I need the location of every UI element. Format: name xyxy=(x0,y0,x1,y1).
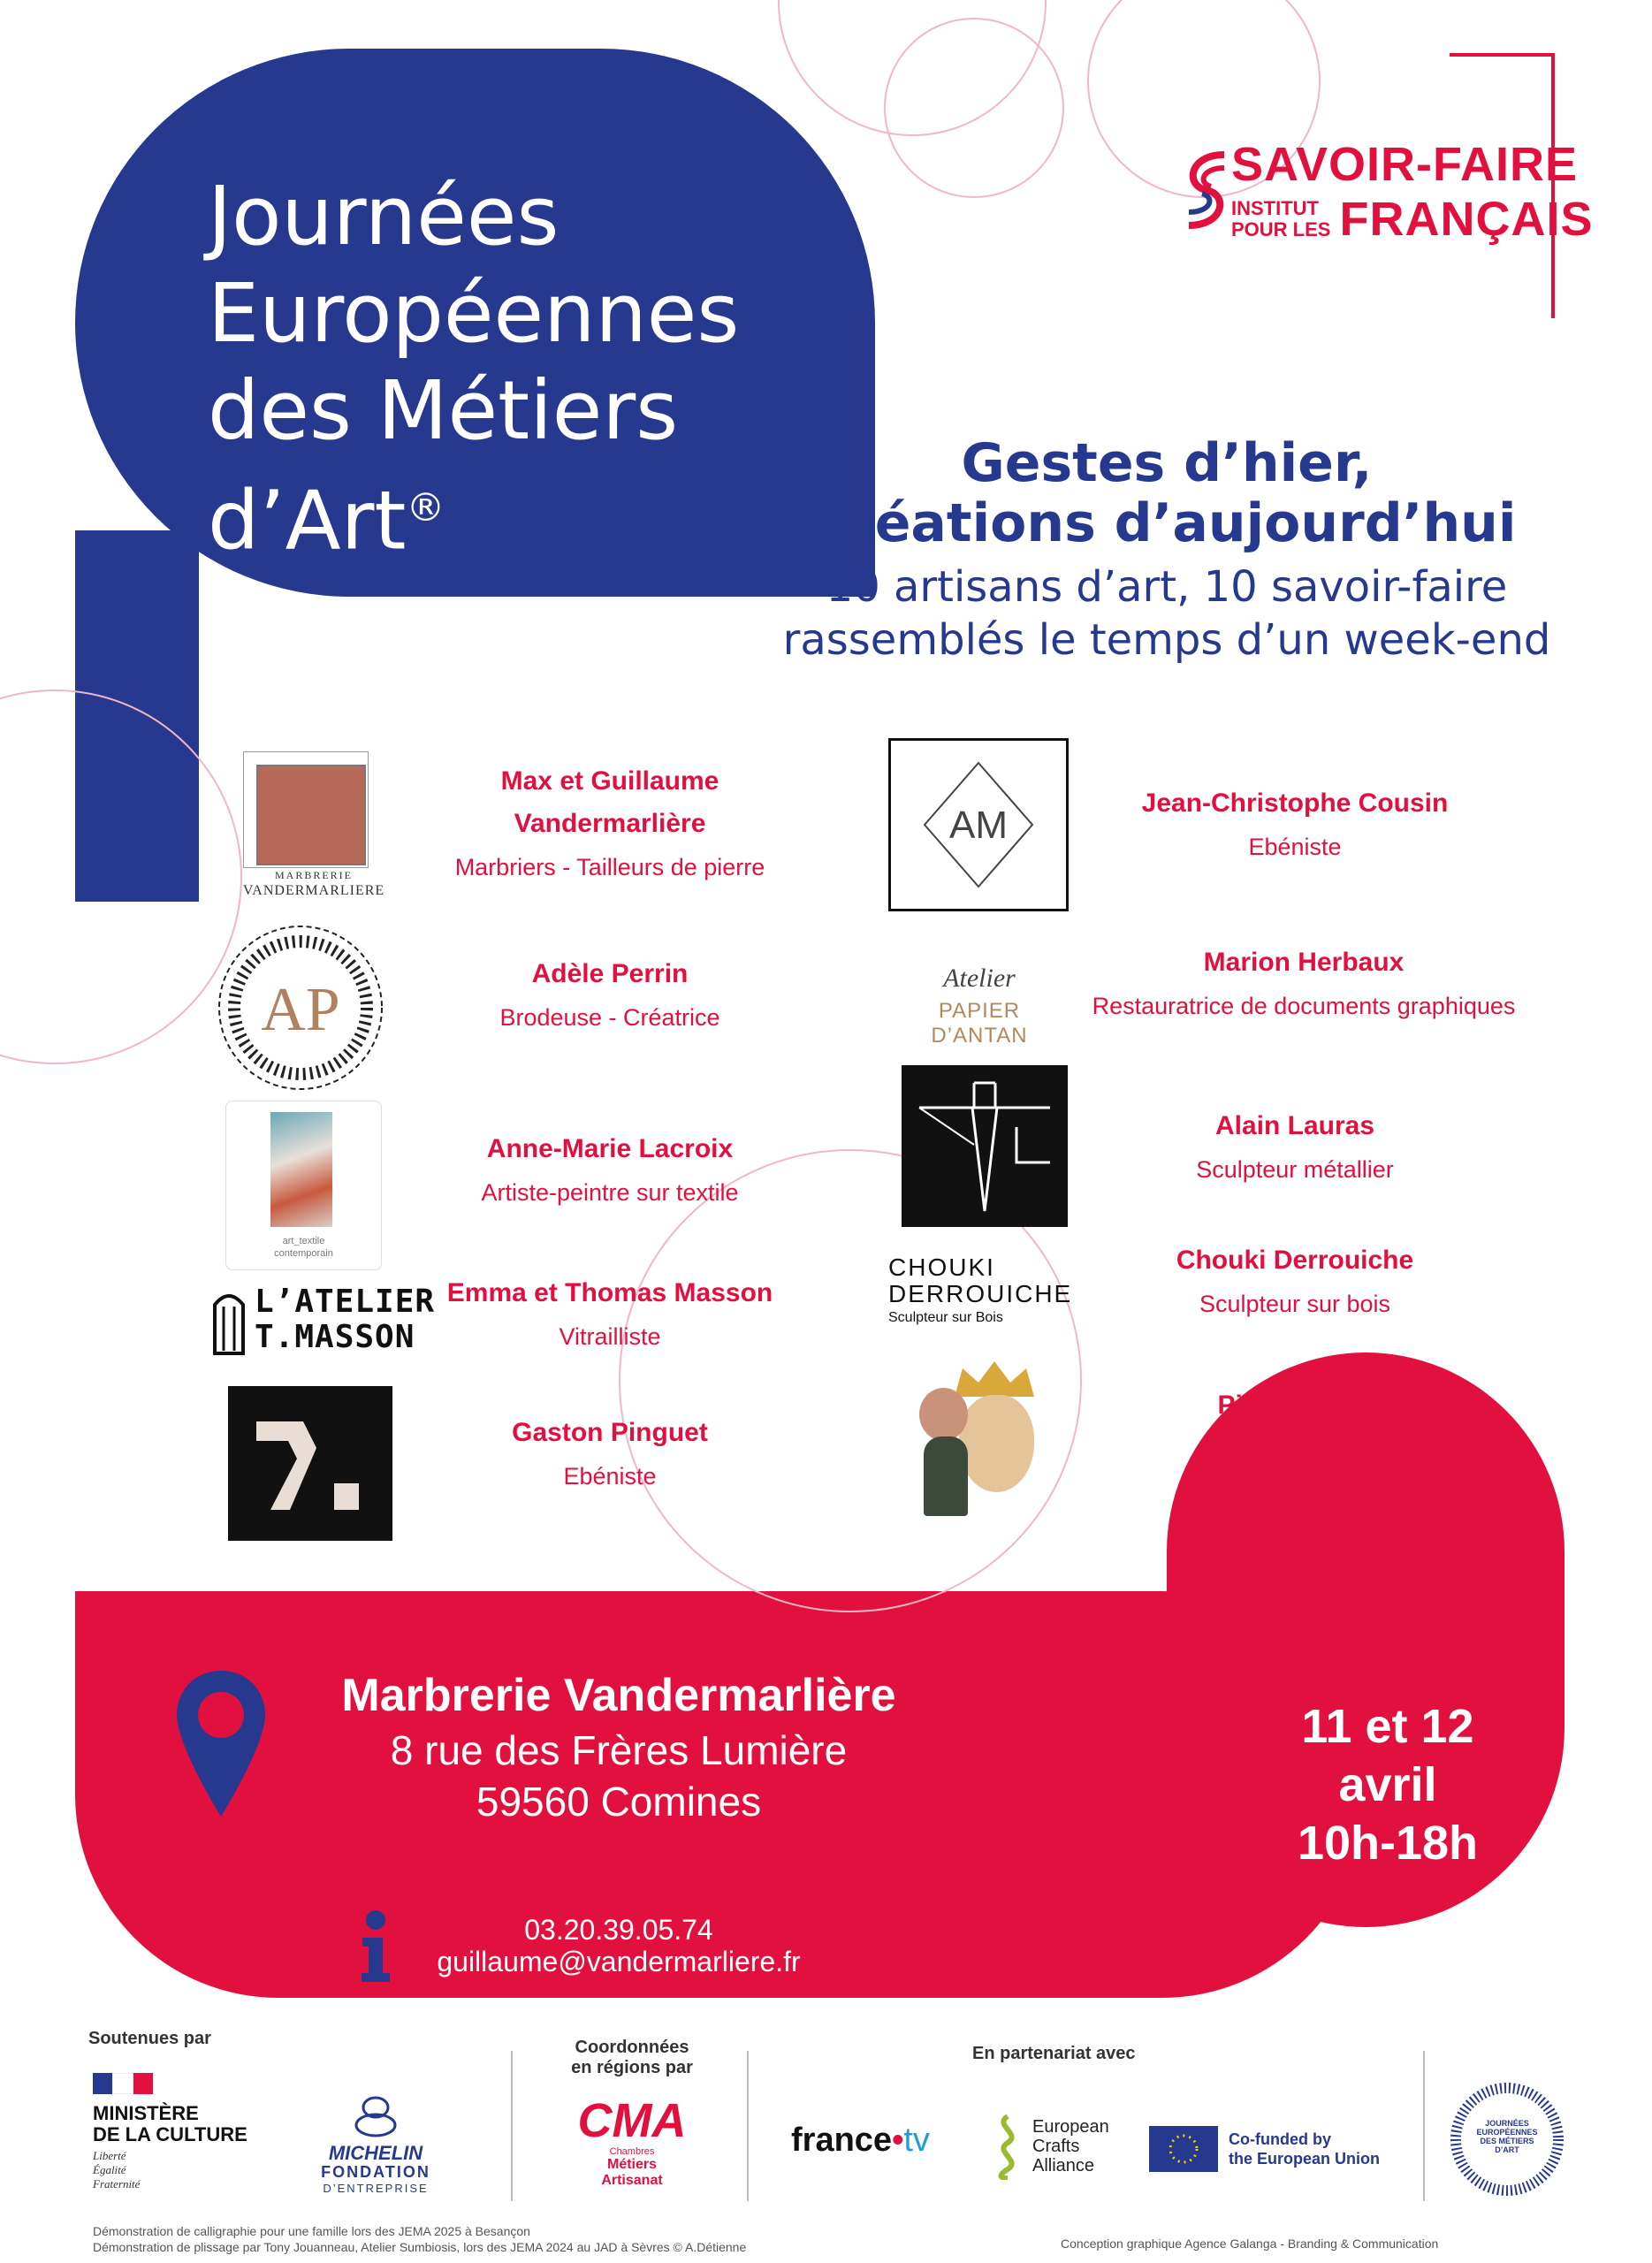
artisan-name: Marion Herbaux xyxy=(1203,948,1405,977)
person-head xyxy=(919,1388,968,1441)
title-line: Journées xyxy=(208,169,560,263)
francetv-logo: france•tv xyxy=(791,2122,930,2159)
logo-text: VANDERMARLIERE xyxy=(242,883,385,898)
art-textile-logo xyxy=(225,1101,382,1270)
logo-text: L’ATELIER xyxy=(255,1284,436,1320)
artisan-job: Facteur de géants xyxy=(1199,1436,1391,1462)
eu-text: Co-funded by xyxy=(1229,2130,1331,2148)
michelin-text: D’ENTREPRISE xyxy=(323,2182,429,2195)
michelin-logo xyxy=(309,2095,442,2195)
artisan-job: Vitrailliste xyxy=(559,1323,661,1350)
artisan-entry xyxy=(407,1128,813,1215)
papier-antan-logo xyxy=(891,964,1068,1048)
artisan-job: Artiste-peintre sur textile xyxy=(481,1179,739,1206)
francetv-text: france xyxy=(791,2122,893,2159)
artisan-name: Adèle Perrin xyxy=(531,959,689,988)
brand-line: SAVOIR-FAIRE xyxy=(1231,138,1579,191)
info-icon xyxy=(358,1909,393,1985)
date-line: 10h-18h xyxy=(1297,1817,1479,1870)
metal-sculpture-icon xyxy=(902,1065,1068,1227)
contact-block xyxy=(389,1914,849,1977)
embroidery-circle-icon xyxy=(217,924,384,1092)
headline-line: créations d’aujourd’hui xyxy=(817,492,1517,554)
logo-text: T.MASSON xyxy=(255,1319,415,1355)
pierre-loyer-photo xyxy=(919,1361,1047,1520)
credit-line: Démonstration de calligraphie pour une famille lors des JEMA 2025 à Besançon xyxy=(93,2224,530,2238)
artisan-name: Emma et Thomas Masson xyxy=(446,1278,773,1307)
artisan-job: Restauratrice de documents graphiques xyxy=(1092,993,1516,1019)
date-block xyxy=(1237,1697,1538,1872)
divider xyxy=(1423,2051,1425,2201)
contact-phone: 03.20.39.05.74 xyxy=(524,1914,713,1946)
artisan-entry xyxy=(1078,782,1511,869)
footer-label: En partenariat avec xyxy=(972,2044,1136,2063)
footer-label-line: en régions par xyxy=(571,2058,693,2077)
logo-text: contemporain xyxy=(274,1248,333,1259)
artisan-entry xyxy=(1078,1239,1511,1326)
frame-line xyxy=(1450,53,1555,57)
location-city: 59560 Comines xyxy=(476,1779,762,1825)
headline xyxy=(769,433,1564,667)
artisan-job: Ebéniste xyxy=(1248,834,1342,860)
location-block xyxy=(301,1666,937,1827)
artisan-job: Sculpteur métallier xyxy=(1196,1156,1394,1183)
brand-small: POUR LES xyxy=(1231,218,1331,240)
cma-text: Artisanat xyxy=(601,2173,663,2188)
alain-lauras-logo xyxy=(902,1065,1068,1227)
logo-text: Sculpteur sur Bois xyxy=(888,1310,1003,1325)
eca-text: Alliance xyxy=(1032,2156,1095,2175)
marbrerie-logo xyxy=(239,747,389,902)
artisan-entry xyxy=(407,760,813,889)
bibendum-icon xyxy=(345,2095,407,2139)
eca-text: Crafts xyxy=(1032,2137,1080,2156)
eca-text: European xyxy=(1032,2117,1109,2137)
logo-text: PAPIER D’ANTAN xyxy=(931,999,1028,1048)
cma-text: Chambres xyxy=(609,2146,655,2157)
artisan-entry xyxy=(407,953,813,1040)
logo-text: CHOUKI xyxy=(888,1253,995,1281)
gaston-pinguet-logo xyxy=(228,1386,392,1541)
motto-text: Liberté xyxy=(93,2149,126,2162)
artisan-entry xyxy=(1078,941,1529,1028)
title-line: d’Art xyxy=(208,473,407,568)
artisan-name: Alain Lauras xyxy=(1214,1111,1375,1140)
jc-cousin-logo xyxy=(888,738,1069,911)
cma-text: Métiers xyxy=(606,2157,658,2172)
jema-logo xyxy=(1450,2082,1564,2197)
artisan-name: Vandermarlière xyxy=(514,809,706,838)
footer-label xyxy=(539,2038,725,2078)
artisan-name: Chouki Derrouiche xyxy=(1176,1246,1414,1275)
artisan-job: Brodeuse - Créatrice xyxy=(499,1004,720,1031)
eu-flag-icon xyxy=(1149,2126,1218,2172)
motto-text: Égalité xyxy=(93,2163,126,2176)
michelin-text: MICHELIN xyxy=(328,2142,423,2164)
design-credit: Conception graphique Agence Galanga - Branding & Communication xyxy=(1061,2236,1439,2251)
svg-text:AP: AP xyxy=(261,976,340,1044)
artisan-entry xyxy=(1078,1384,1511,1471)
artisan-entry xyxy=(407,1272,813,1359)
diamond-am-icon xyxy=(891,741,1066,909)
logo-text: Atelier xyxy=(943,964,1016,993)
atelier-masson-logo xyxy=(212,1284,436,1359)
footer-label-line: Coordonnées xyxy=(575,2038,689,2057)
deco-circle xyxy=(884,18,1064,198)
eca-logo xyxy=(990,2113,1109,2180)
ministry-text: DE LA CULTURE xyxy=(93,2123,247,2145)
location-name: Marbrerie Vandermarlière xyxy=(341,1670,896,1721)
ministry-logo xyxy=(93,2073,247,2191)
michelin-text: FONDATION xyxy=(321,2163,430,2181)
headline-line: Gestes d’hier, xyxy=(961,432,1373,494)
artisan-name: Gaston Pinguet xyxy=(512,1418,708,1447)
svg-text:AM: AM xyxy=(949,804,1008,847)
divider xyxy=(747,2051,749,2201)
location-street: 8 rue des Frères Lumière xyxy=(390,1727,848,1773)
subheadline-line: rassemblés le temps d’un week-end xyxy=(782,615,1551,665)
artisan-name: Max et Guillaume xyxy=(500,766,719,796)
credit-line: Démonstration de plissage par Tony Jouanneau, Atelier Sumbiosis, lors des JEMA 2024 au JAD à Sèvres © A.Détienne xyxy=(93,2240,747,2254)
eu-logo xyxy=(1149,2126,1380,2172)
artisan-name: Pierre Loyer xyxy=(1217,1391,1373,1420)
title-line: des Métiers xyxy=(208,363,679,458)
footer-label: Soutenues par xyxy=(88,2029,211,2048)
lambda-icon xyxy=(228,1386,392,1541)
cma-logo xyxy=(561,2095,703,2189)
eu-text: the European Union xyxy=(1229,2150,1380,2168)
eca-knot-icon xyxy=(990,2113,1025,2180)
ministry-text: MINISTÈRE xyxy=(93,2102,199,2124)
artisan-job: Sculpteur sur bois xyxy=(1199,1291,1391,1317)
subheadline-line: 10 artisans d’art, 10 savoir-faire xyxy=(826,562,1508,612)
stained-glass-icon xyxy=(212,1287,246,1356)
chouki-logo xyxy=(888,1255,1100,1335)
date-line: avril xyxy=(1338,1758,1437,1811)
jema-text: JOURNÉES EUROPÉENNES DES MÉTIERS D’ART xyxy=(1476,2119,1538,2154)
crown-icon xyxy=(955,1361,1034,1397)
cma-text: CMA xyxy=(577,2094,687,2147)
person-body xyxy=(924,1436,968,1516)
photo-credits xyxy=(93,2223,746,2255)
giant-head xyxy=(959,1395,1034,1492)
logo-text: MARBRERIE xyxy=(274,869,353,881)
logo-text: art_textile xyxy=(282,1236,325,1246)
motto-text: Fraternité xyxy=(93,2177,141,2191)
adele-perrin-logo xyxy=(217,924,384,1092)
french-flag-icon xyxy=(93,2073,153,2094)
title-line: Européennes xyxy=(208,266,740,361)
sketch-frame xyxy=(243,751,369,868)
divider xyxy=(511,2051,513,2201)
artisan-name: Anne-Marie Lacroix xyxy=(486,1134,734,1163)
artisan-name: Jean-Christophe Cousin xyxy=(1141,789,1449,818)
savoir-faire-logo xyxy=(1180,137,1593,247)
savoir-faire-icon xyxy=(1180,146,1233,234)
date-line: 11 et 12 xyxy=(1301,1700,1474,1753)
contact-email: guillaume@vandermarliere.fr xyxy=(437,1946,801,1977)
logo-text: DERROUICHE xyxy=(888,1280,1073,1307)
brand-small: INSTITUT xyxy=(1231,197,1319,219)
brand-line: FRANÇAIS xyxy=(1339,193,1594,246)
registered-mark: ® xyxy=(406,485,445,530)
location-pin-icon xyxy=(172,1666,270,1821)
artisan-entry xyxy=(407,1412,813,1498)
artisan-job: Ebéniste xyxy=(563,1463,657,1490)
francetv-text: tv xyxy=(903,2122,930,2159)
artisan-entry xyxy=(1078,1105,1511,1192)
artisan-job: Marbriers - Tailleurs de pierre xyxy=(454,854,765,880)
main-title xyxy=(208,168,826,570)
textile-artwork xyxy=(270,1112,332,1227)
